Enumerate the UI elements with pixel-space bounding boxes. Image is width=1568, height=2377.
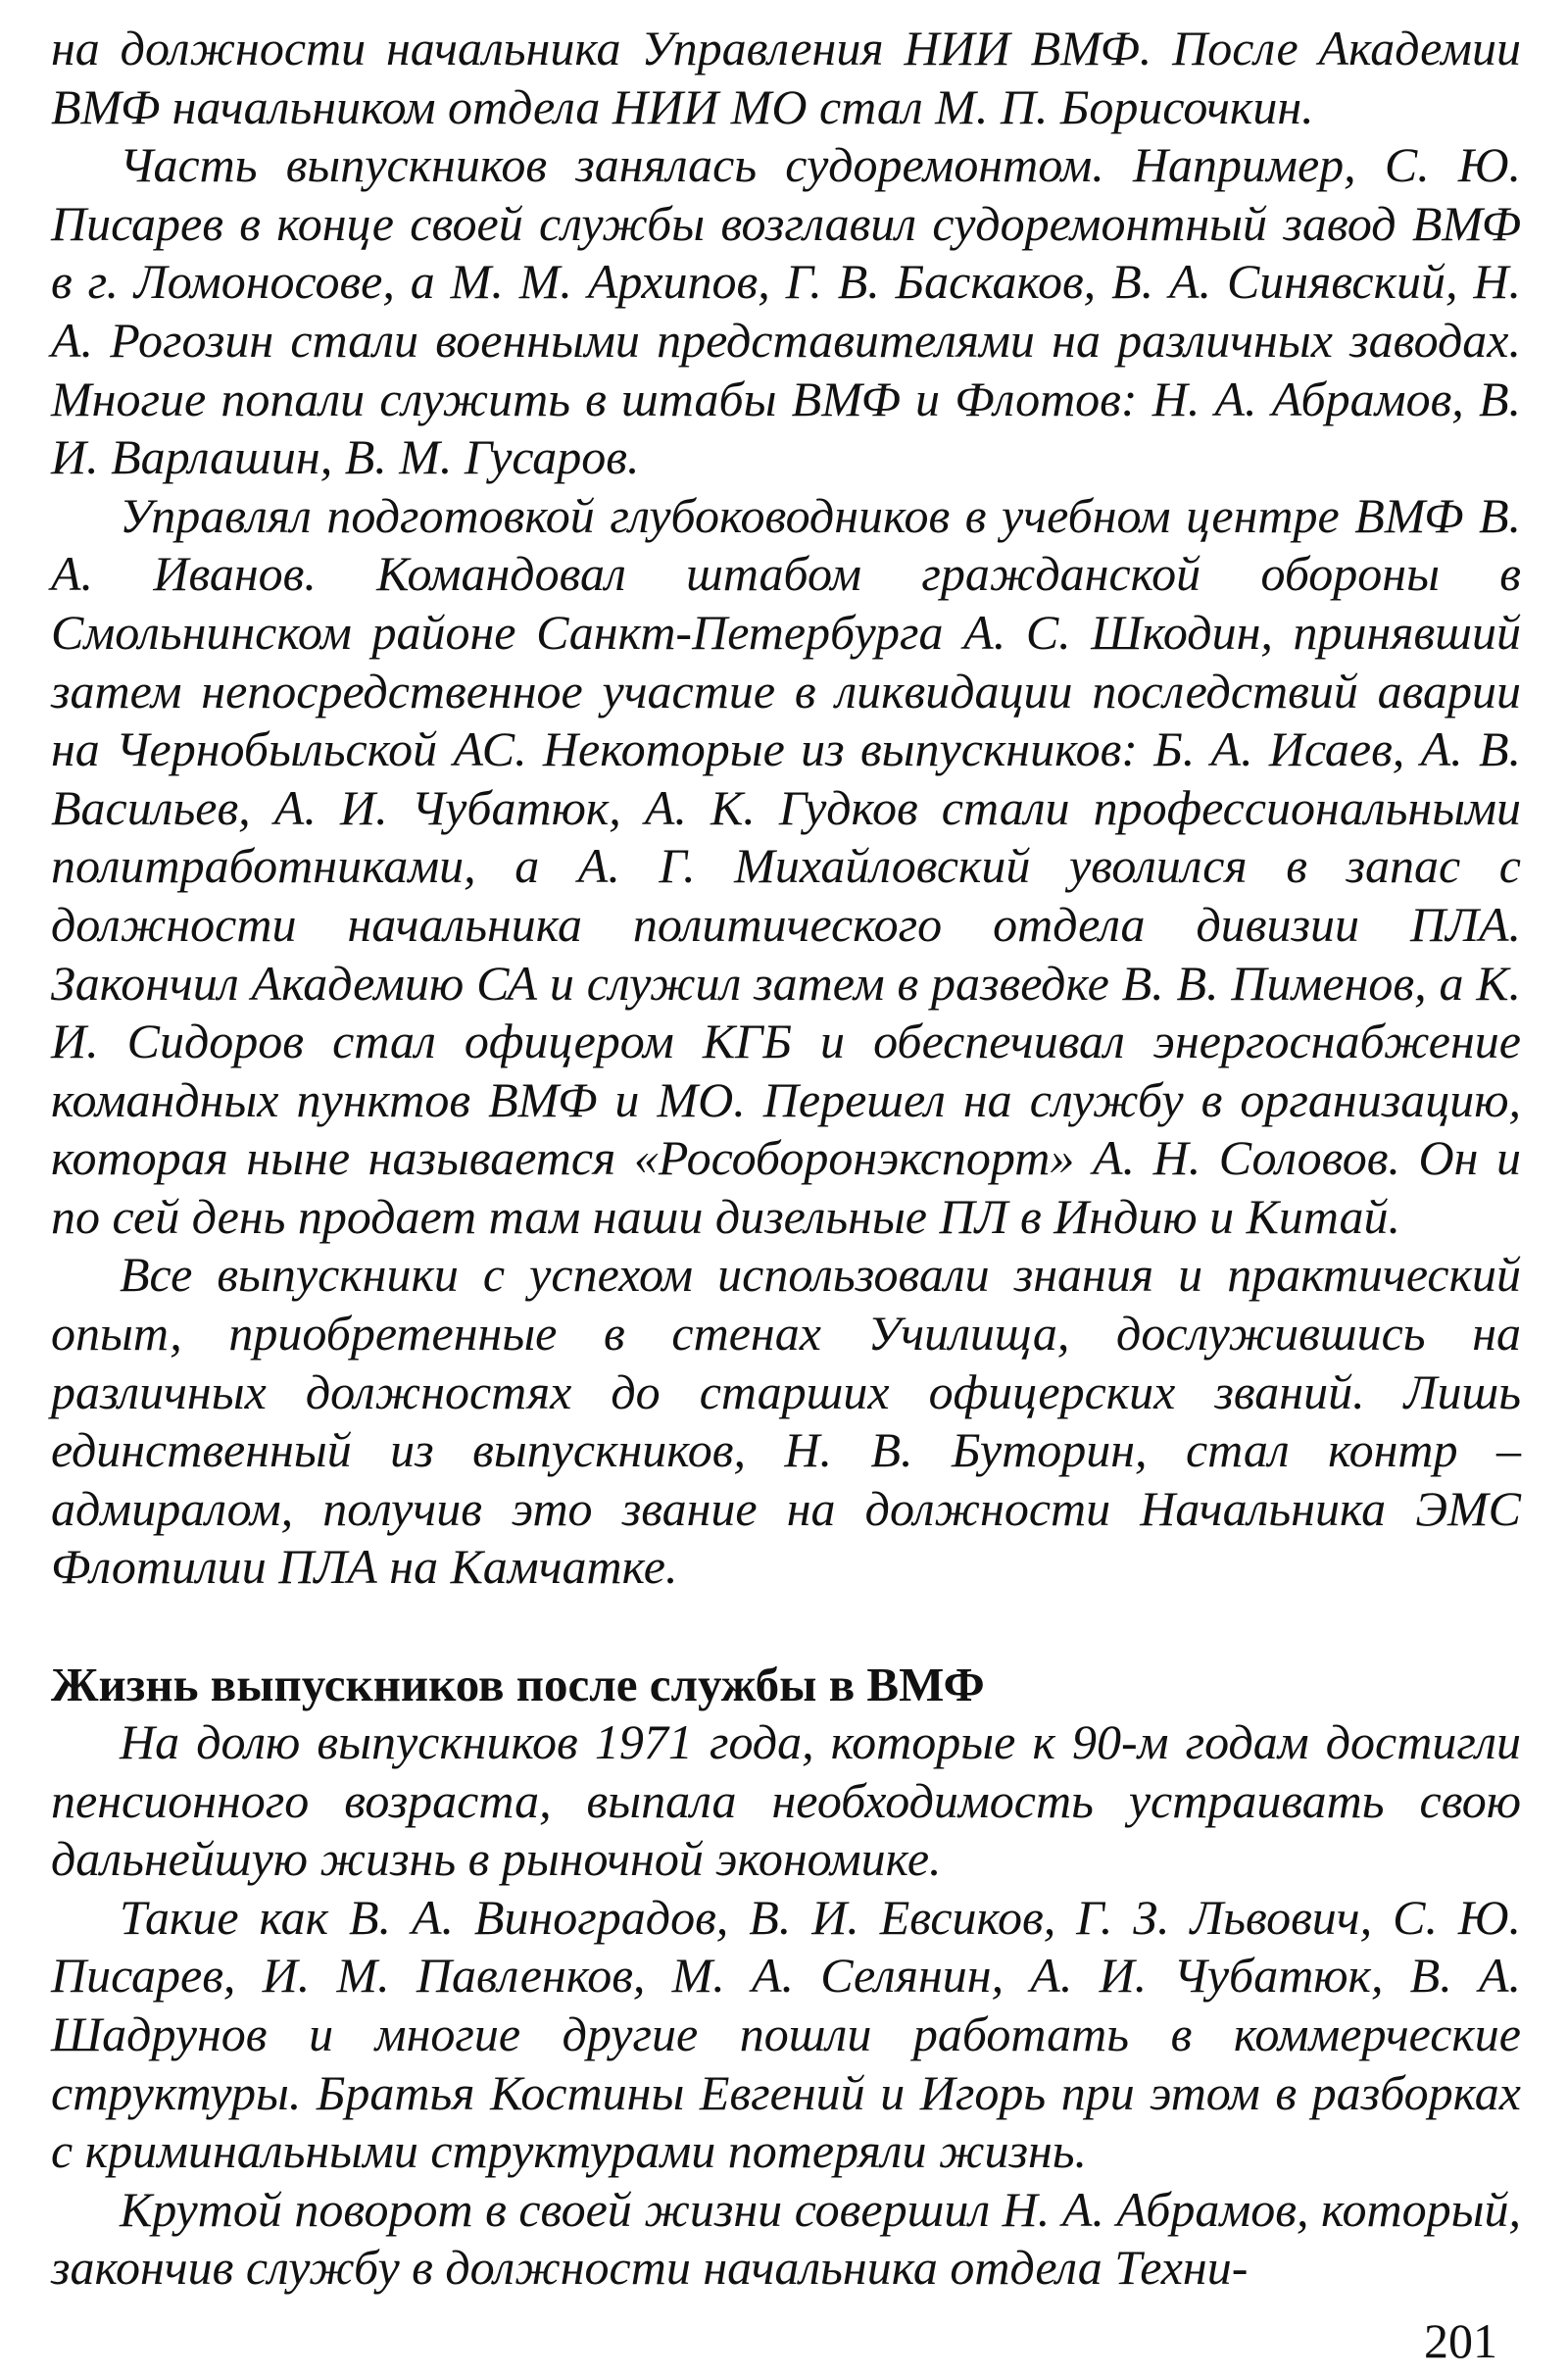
- section-heading: Жизнь выпускников после службы в ВМФ: [51, 1658, 985, 1712]
- paragraph: Все выпускники с успехом использовали знания и практический опыт, приобретенные в стенах Училища, дослужившись на различных должностях до старших офицерских званий. Лишь единственный из выпускников, Н. В. Буторин, стал контр – адмиралом, получив это звание на должности Начальника ЭМС Флотилии ПЛА на Камчатке.: [51, 1247, 1521, 1595]
- document-page: [51, 20, 1521, 2368]
- paragraph: На долю выпускников 1971 года, которые к 90-м годам достигли пенсионного возраста, выпала необходимость устраивать свою дальнейшую жизнь в рыночной экономике.: [51, 1714, 1521, 1887]
- paragraph: на должности начальника Управления НИИ ВМФ. После Академии ВМФ начальником отдела НИИ МО стал М. П. Борисочкин.: [51, 21, 1521, 134]
- paragraph: Крутой поворот в своей жизни совершил Н. А. Абрамов, который, закончив службу в должности начальника отдела Техни-: [51, 2181, 1521, 2296]
- paragraph: Такие как В. А. Виноградов, В. И. Евсиков, Г. З. Львович, С. Ю. Писарев, И. М. Павленков, М. А. Селянин, А. И. Чубатюк, В. А. Шадрунов и многие другие пошли работать в коммерческие структуры. Братья Костины Евгений и Игорь при этом в разборках с криминальными структурами потеряли жизнь.: [51, 1889, 1521, 2179]
- page-number: 201: [1424, 2313, 1497, 2368]
- paragraph: Управлял подготовкой глубоководников в учебном центре ВМФ В. А. Иванов. Командовал штабом гражданской обороны в Смольнинском районе Санкт-Петербурга А. С. Шкодин, принявший затем непосредственное участие в ликвидации последствий аварии на Чернобыльской АС. Некоторые из выпускников: Б. А. Исаев, А. В. Васильев, А. И. Чубатюк, А. К. Гудков стали профессиональными политработниками, а А. Г. Михайловский уволился в запас с должности начальника политического отдела дивизии ПЛА. Закончил Академию СА и служил затем в разведке В. В. Пименов, а К. И. Сидоров стал офицером КГБ и обеспечивал энергоснабжение командных пунктов ВМФ и МО. Перешел на службу в организацию, которая ныне называется «Рособоронэкспорт» А. Н. Соловов. Он и по сей день продает там наши дизельные ПЛ в Индию и Китай.: [51, 487, 1521, 1244]
- paragraph: Часть выпускников занялась судоремонтом. Например, С. Ю. Писарев в конце своей службы возглавил судоремонтный завод ВМФ в г. Ломоносове, а М. М. Архипов, Г. В. Баскаков, В. А. Синявский, Н. А. Рогозин стали военными представителями на различных заводах. Многие попали служить в штабы ВМФ и Флотов: Н. А. Абрамов, В. И. Варлашин, В. М. Гусаров.: [51, 137, 1521, 485]
